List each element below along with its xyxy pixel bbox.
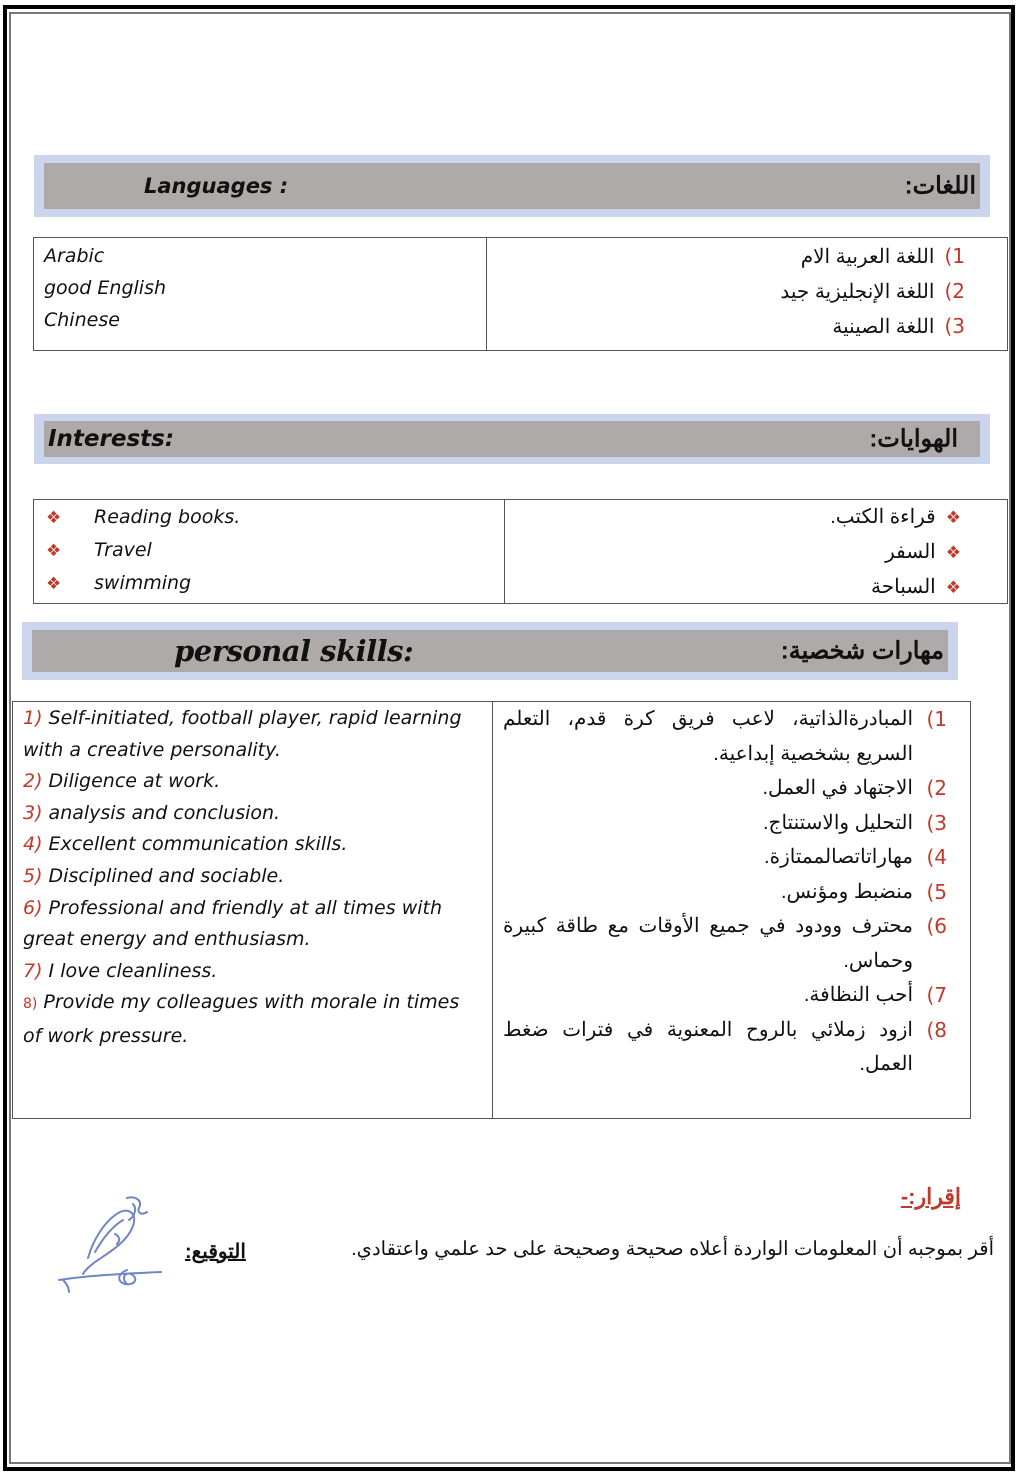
signature-icon	[55, 1190, 170, 1295]
language-item-en: Chinese	[44, 309, 120, 331]
bullet-diamond-icon: ❖	[46, 541, 62, 561]
skill-item-ar: 1) المبادرةالذاتية، لاعب فريق كرة قدم، التعلم السريع بشخصية إبداعية.	[503, 707, 947, 765]
languages-col-en	[34, 238, 486, 350]
bullet-diamond-icon: ❖	[945, 578, 961, 597]
language-item-ar: 2)اللغة الإنجليزية جيد	[780, 279, 965, 303]
interest-item-en: ❖ Reading books.	[46, 501, 494, 534]
language-item-en: Arabic	[44, 245, 105, 267]
bullet-diamond-icon: ❖	[46, 508, 62, 528]
interests-title-en: Interests:	[48, 426, 175, 452]
signature-label: التوقيع:	[185, 1241, 246, 1263]
interests-col-en	[34, 500, 504, 603]
languages-header	[34, 155, 990, 217]
skill-item-en: 6) Professional and friendly at all times with great energy and enthusiasm.	[23, 896, 442, 951]
skill-item-en: 7) I love cleanliness.	[23, 959, 218, 982]
skill-item-en: 2) Diligence at work.	[23, 770, 221, 793]
skill-item-ar: 2) الاجتهاد في العمل.	[762, 776, 947, 800]
interest-item-en: ❖ Travel	[46, 534, 494, 567]
bullet-diamond-icon: ❖	[46, 574, 62, 594]
language-item-ar: 3)اللغة الصينية	[832, 314, 965, 338]
skills-col-ar	[492, 702, 970, 1118]
interest-item-ar: ❖السباحة	[871, 576, 961, 598]
skill-item-ar: 3) التحليل والاستنتاج.	[763, 810, 947, 835]
skill-item-ar: 7) أحب النظافة.	[803, 983, 947, 1007]
skill-item-en: 8) Provide my colleagues with morale in times of work pressure.	[23, 991, 460, 1047]
skills-table	[12, 701, 971, 1119]
skill-item-en: 1) Self-initiated, football player, rapid learning with a creative personality.	[23, 707, 462, 761]
skills-title-ar: مهارات شخصية:	[780, 637, 944, 665]
skill-item-en: 4) Excellent communication skills.	[23, 833, 348, 856]
declaration-text: أقر بموجبه أن المعلومات الواردة أعلاه صحيحة وصحيحة على حد علمي واعتقادي.	[351, 1238, 994, 1260]
skill-item-ar: 4) مهاراتاتصالممتازة.	[764, 845, 947, 869]
language-item-ar: 1)اللغة العربية الام	[800, 244, 965, 268]
skill-item-en: 3) analysis and conclusion.	[23, 801, 281, 824]
interests-header	[34, 414, 990, 464]
interest-item-ar: ❖قراءة الكتب.	[830, 506, 961, 528]
languages-title-en: Languages :	[144, 174, 289, 198]
interests-table	[33, 499, 1008, 604]
skills-col-en	[13, 702, 492, 1118]
skill-item-ar: 8) ازود زملائي بالروح المعنوية في فترات ضغط العمل.	[503, 1017, 947, 1075]
bullet-diamond-icon: ❖	[945, 543, 961, 562]
languages-title-ar: اللغات:	[904, 172, 976, 200]
interest-item-en: ❖ swimming	[46, 567, 494, 600]
skills-title-en: personal skills:	[174, 634, 414, 668]
language-item-en: good English	[44, 277, 167, 299]
languages-table	[33, 237, 1008, 351]
languages-col-ar	[486, 238, 1007, 350]
declaration-title: إقرار:-	[900, 1184, 961, 1209]
skills-header	[22, 622, 958, 680]
skill-item-ar: 5) منضبط ومؤنس.	[781, 879, 947, 904]
interests-header-bar	[44, 421, 980, 457]
skill-item-ar: 6) محترف وودود في جميع الأوقات مع طاقة كبيرة وحماس.	[503, 914, 947, 972]
interests-title-ar: الهوايات:	[869, 425, 958, 453]
skill-item-en: 5) Disciplined and sociable.	[23, 864, 285, 887]
bullet-diamond-icon: ❖	[945, 508, 961, 527]
interest-item-ar: ❖السفر	[885, 541, 961, 563]
interests-col-ar	[504, 500, 1007, 603]
